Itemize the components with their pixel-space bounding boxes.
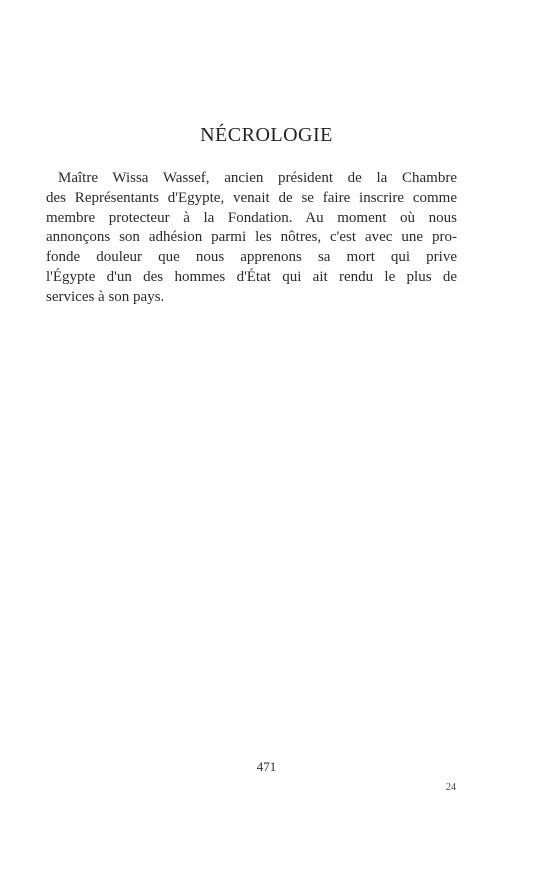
paragraph-line: services à son pays. <box>46 288 165 305</box>
paragraph-line: annonçons son adhésion parmi les nôtres, c'est avec une pro- <box>46 229 457 246</box>
paragraph-line: membre protecteur à la Fondation. Au moment où nous <box>46 209 457 226</box>
page-title: NÉCROLOGIE <box>200 124 333 146</box>
paragraph-line: fonde douleur que nous apprenons sa mort qui prive <box>46 249 457 266</box>
page-number: 471 <box>256 759 277 774</box>
paragraph-line: des Représentants d'Egypte, venait de se faire inscrire comme <box>46 189 457 206</box>
obituary-paragraph <box>46 169 457 308</box>
paragraph-line: Maître Wissa Wassef, ancien président de la Chambre <box>58 170 457 186</box>
signature-mark: 24 <box>446 782 456 793</box>
paragraph-line: l'Égypte d'un des hommes d'État qui ait rendu le plus de <box>46 268 457 285</box>
